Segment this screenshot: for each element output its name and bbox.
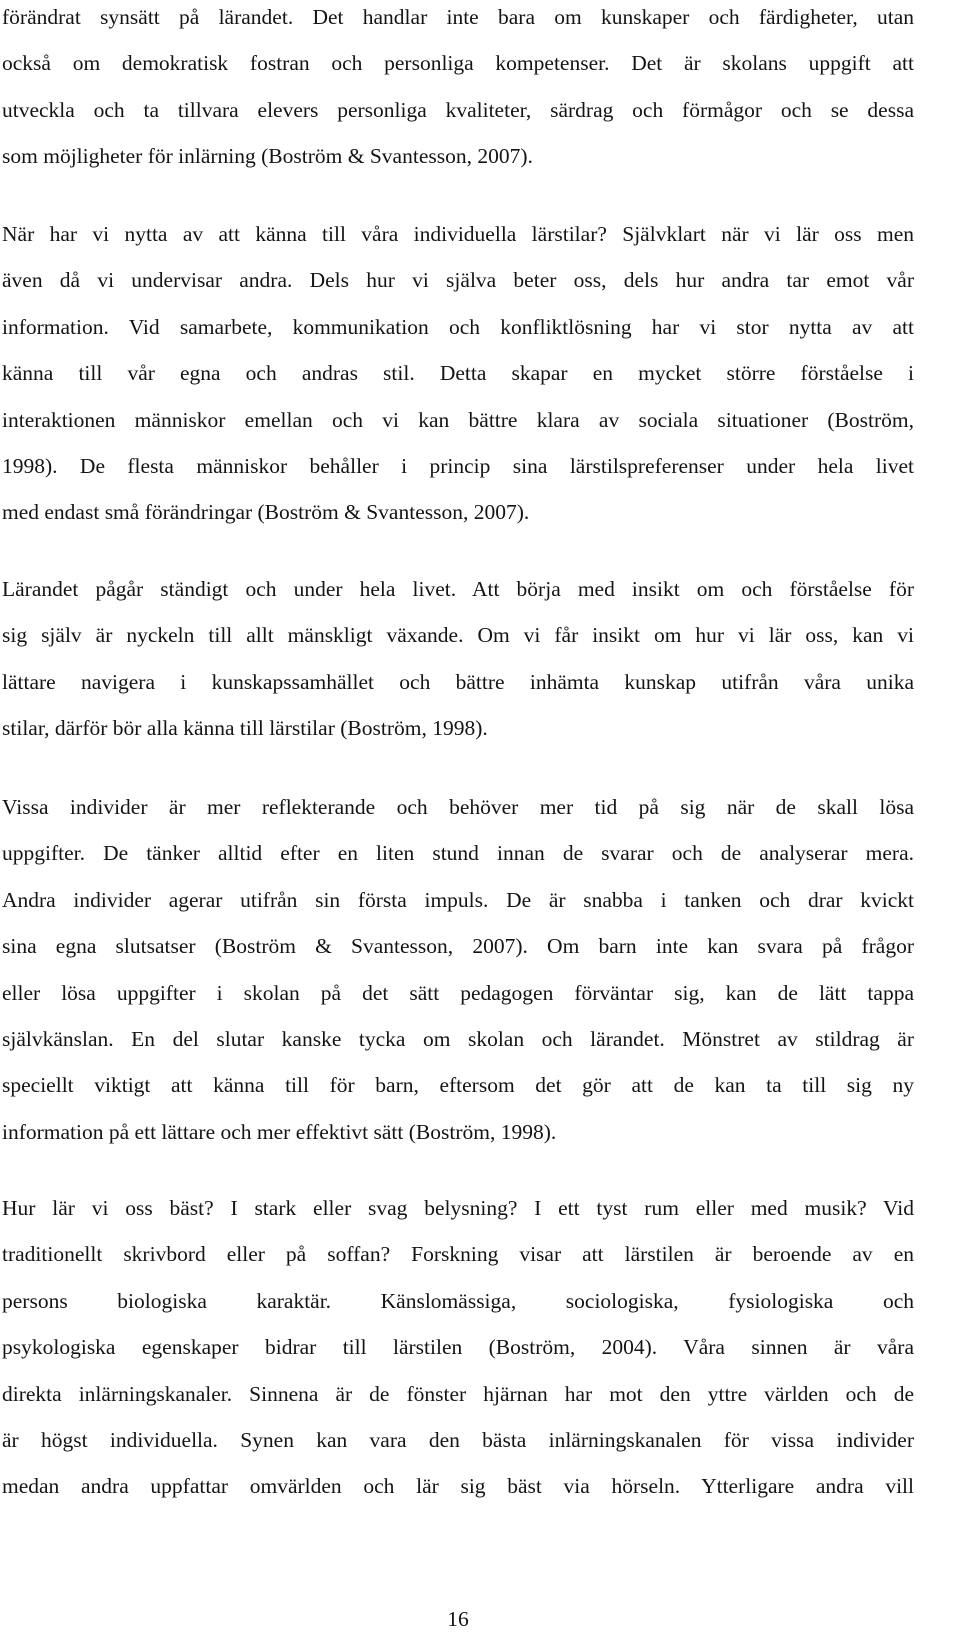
text-line: information. Vid samarbete, kommunikation och konfliktlösning har vi stor nytta av att <box>2 314 914 339</box>
text-line: speciellt viktigt att känna till för barn, eftersom det gör att de kan ta till sig ny <box>2 1073 914 1098</box>
text-line: även då vi undervisar andra. Dels hur vi själva beter oss, dels hur andra tar emot vår <box>2 268 914 293</box>
text-line: traditionellt skrivbord eller på soffan? Forskning visar att lärstilen är beroende av en <box>2 1242 914 1267</box>
text-line: känna till vår egna och andras stil. Detta skapar en mycket större förståelse i <box>2 361 914 386</box>
paragraph-3 <box>2 566 914 752</box>
paragraph-2 <box>2 211 914 536</box>
text-line: är högst individuella. Synen kan vara den bästa inlärningskanalen för vissa individer <box>2 1427 914 1452</box>
text-line: Vissa individer är mer reflekterande och behöver mer tid på sig när de skall lösa <box>2 795 914 819</box>
paragraph-4 <box>2 784 914 1155</box>
text-line: också om demokratisk fostran och personliga kompetenser. Det är skolans uppgift att <box>2 51 914 76</box>
text-line: direkta inlärningskanaler. Sinnena är de fönster hjärnan har mot den yttre världen och de <box>2 1381 914 1406</box>
text-line: självkänslan. En del slutar kanske tycka om skolan och lärandet. Mönstret av stildrag är <box>2 1026 914 1051</box>
text-line: Andra individer agerar utifrån sin första impuls. De är snabba i tanken och drar kvickt <box>2 887 914 912</box>
paragraph-1 <box>2 0 914 180</box>
text-line: uppgifter. De tänker alltid efter en liten stund innan de svarar och de analyserar mera. <box>2 841 914 866</box>
text-line: stilar, därför bör alla känna till lärstilar (Boström, 1998). <box>2 716 488 741</box>
text-line: sina egna slutsatser (Boström & Svantesson, 2007). Om barn inte kan svara på frågor <box>2 934 914 959</box>
page-number: 16 <box>447 1607 469 1631</box>
text-line: persons biologiska karaktär. Känslomässiga, sociologiska, fysiologiska och <box>2 1288 914 1313</box>
text-line: 1998). De flesta människor behåller i princip sina lärstilspreferenser under hela livet <box>2 453 914 478</box>
text-line: lättare navigera i kunskapssamhället och bättre inhämta kunskap utifrån våra unika <box>2 669 914 694</box>
text-line: information på ett lättare och mer effektivt sätt (Boström, 1998). <box>2 1119 557 1144</box>
text-line: eller lösa uppgifter i skolan på det sätt pedagogen förväntar sig, kan de lätt tappa <box>2 980 914 1005</box>
text-line: Lärandet pågår ständigt och under hela livet. Att börja med insikt om och förståelse för <box>2 577 914 601</box>
text-line: som möjligheter för inlärning (Boström & Svantesson, 2007). <box>2 144 533 169</box>
text-line: sig själv är nyckeln till allt mänskligt växande. Om vi får insikt om hur vi lär oss, kan vi <box>2 623 914 648</box>
text-line: När har vi nytta av att känna till våra individuella lärstilar? Självklart när vi lär oss men <box>2 222 914 246</box>
text-line: utveckla och ta tillvara elevers personliga kvaliteter, särdrag och förmågor och se dessa <box>2 97 914 122</box>
text-line: psykologiska egenskaper bidrar till lärstilen (Boström, 2004). Våra sinnen är våra <box>2 1335 914 1360</box>
text-line: Hur lär vi oss bäst? I stark eller svag belysning? I ett tyst rum eller med musik? Vid <box>2 1196 914 1220</box>
text-line: medan andra uppfattar omvärlden och lär sig bäst via hörseln. Ytterligare andra vill <box>2 1474 914 1499</box>
text-line: interaktionen människor emellan och vi kan bättre klara av sociala situationer (Boström, <box>2 407 914 432</box>
text-line: med endast små förändringar (Boström & Svantesson, 2007). <box>2 500 530 525</box>
paragraph-5 <box>2 1185 914 1510</box>
text-line: förändrat synsätt på lärandet. Det handlar inte bara om kunskaper och färdigheter, utan <box>2 5 914 29</box>
